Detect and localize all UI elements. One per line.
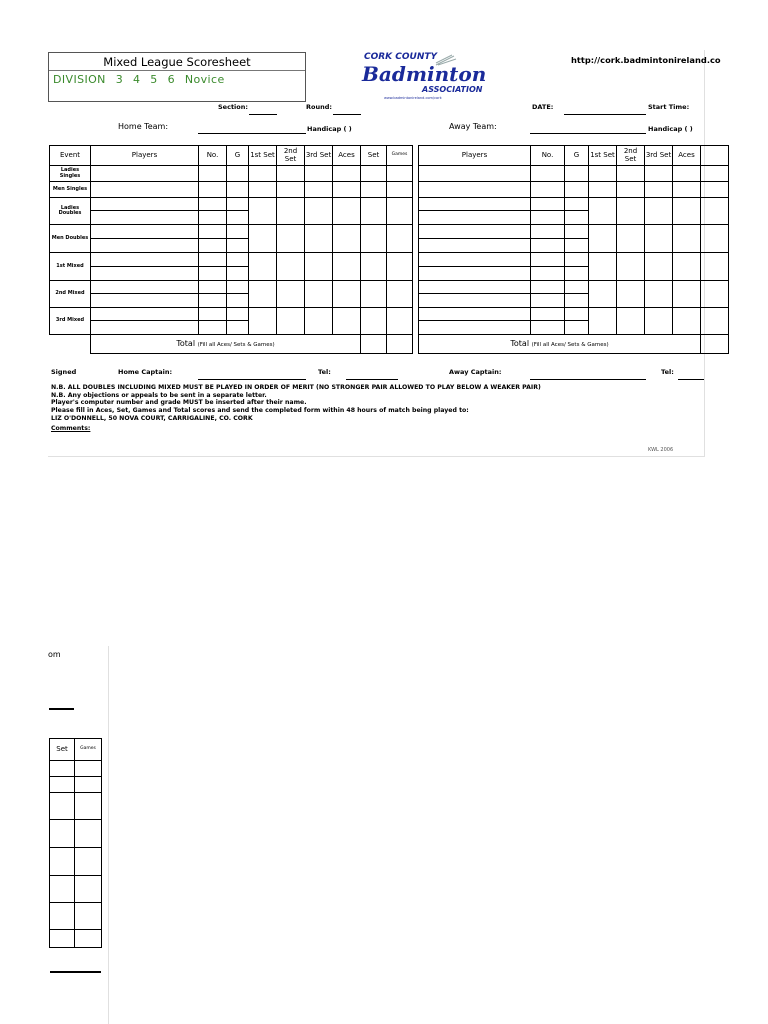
event-label: Men Singles [50,182,91,198]
home-captain-label: Home Captain: [118,368,173,376]
player-cell[interactable] [419,182,531,198]
player-cell[interactable] [91,267,199,281]
player-cell[interactable] [419,281,531,294]
date-label: DATE: [532,103,554,111]
note-line: Player's computer number and grade MUST be inserted after their name. [51,399,307,407]
logo-county: CORK COUNTY [364,52,438,62]
fragment-text: om [48,650,61,659]
comments-label: Comments: [51,424,91,432]
note-line: Please fill in Aces, Set, Games and Total scores and send the completed form within 48 hours of match being played to: [51,407,469,415]
page-fragment [0,646,109,1024]
header-set-2: 2nd Set [617,146,645,166]
away-team-field[interactable] [530,133,646,134]
table-header-row [419,146,729,166]
header-players: Players [419,146,531,166]
away-handicap: Handicap ( ) [648,125,693,133]
table-row [50,308,413,321]
table-row [50,182,413,198]
home-captain-field[interactable] [198,379,306,380]
total-games[interactable] [387,335,413,354]
event-label: Ladies Doubles [50,198,91,225]
away-table-clip [418,145,704,355]
table-row [419,253,729,267]
table-row [50,225,413,239]
player-cell[interactable] [91,294,199,308]
player-cell[interactable] [419,294,531,308]
tel-label-home: Tel: [318,368,331,376]
header-set-1: 1st Set [589,146,617,166]
total-row [419,335,729,354]
player-cell[interactable] [419,267,531,281]
header-set-1: 1st Set [249,146,277,166]
table-row [419,182,729,198]
player-cell[interactable] [419,253,531,267]
note-line: N.B. Any objections or appeals to be sent in a separate letter. [51,391,267,399]
header-number: No. [531,146,565,166]
tel-label-away: Tel: [661,368,674,376]
event-label: Ladies Singles [50,166,91,182]
footer-code: KWL 2006 [648,447,674,453]
header-set-3: 3rd Set [305,146,333,166]
logo-main: Badminton [362,62,487,86]
fragment-underline [49,708,74,710]
logo-association: ASSOCIATION [422,85,483,94]
player-cell[interactable] [419,198,531,211]
event-label: 2nd Mixed [50,281,91,308]
header-grade: G [227,146,249,166]
event-label: 1st Mixed [50,253,91,281]
table-row [50,281,413,294]
table-row [419,198,729,211]
player-cell[interactable] [419,166,531,182]
total-row [50,335,413,354]
note-line: LIZ O'DONNELL, 50 NOVA COURT, CARRIGALINE, CO. CORK [51,414,253,422]
home-score-table [49,145,413,354]
player-cell[interactable] [419,211,531,225]
away-captain-field[interactable] [530,379,646,380]
home-tel-field[interactable] [346,379,398,380]
header-players: Players [91,146,199,166]
event-label: 3rd Mixed [50,308,91,335]
header-set: Set [361,146,387,166]
header-number: No. [199,146,227,166]
player-cell[interactable] [419,225,531,239]
table-row [50,166,413,182]
event-label: Men Doubles [50,225,91,253]
table-row [50,198,413,211]
section-label: Section: [218,103,248,111]
header-games: Games [387,146,413,166]
total-set[interactable] [361,335,387,354]
fragment-signature-line [50,971,101,973]
date-field[interactable] [564,114,646,115]
website-link[interactable]: http://cork.badmintonireland.co [571,55,721,65]
header-set-2: 2nd Set [277,146,305,166]
total-note: (Fill all Aces/ Sets & Games) [197,341,275,348]
sheet-title: Mixed League Scoresheet [103,55,251,69]
round-label: Round: [306,103,332,111]
total-blank [50,335,91,354]
badminton-logo [356,52,496,102]
player-cell[interactable] [91,281,199,294]
logo-url: www.badmintonireland.com/cork [384,96,442,100]
title-box [48,52,306,102]
player-cell[interactable] [91,239,199,253]
table-row [50,253,413,267]
fragment-header-set: Set [50,739,75,761]
player-cell[interactable] [419,239,531,253]
home-team-field[interactable] [198,133,306,134]
table-header-row [50,146,413,166]
fragment-table [49,738,102,948]
header-set-3: 3rd Set [645,146,673,166]
away-captain-label: Away Captain: [449,368,502,376]
total-label: Total [510,338,530,348]
player-cell[interactable] [91,198,199,211]
player-cell[interactable] [419,308,531,321]
header-grade: G [565,146,589,166]
away-score-table [418,145,729,354]
home-handicap: Handicap ( ) [307,125,352,133]
player-cell[interactable] [419,321,531,335]
player-cell[interactable] [91,182,199,198]
player-cell[interactable] [91,253,199,267]
table-row [419,281,729,294]
total-label-cell [419,335,701,354]
player-cell[interactable] [91,225,199,239]
player-cell[interactable] [91,211,199,225]
round-field[interactable] [333,114,361,115]
total-label-cell [91,335,361,354]
player-cell[interactable] [91,321,199,335]
note-line: N.B. ALL DOUBLES INCLUDING MIXED MUST BE PLAYED IN ORDER OF MERIT (NO STRONGER PAIR ALLOWED TO PLAY BELOW A WEAKER PAIR) [51,384,541,391]
total-label: Total [176,338,196,348]
instructions [51,384,541,432]
table-row [419,166,729,182]
table-row [419,225,729,239]
section-field[interactable] [249,114,277,115]
header-aces: Aces [333,146,361,166]
table-row [419,308,729,321]
total-note: (Fill all Aces/ Sets & Games) [531,341,609,348]
header-aces: Aces [673,146,701,166]
total-aces[interactable] [701,335,729,354]
division-line: DIVISION 3 4 5 6 Novice [53,73,225,86]
player-cell[interactable] [91,308,199,321]
fragment-header-games: Games [75,739,102,761]
header-event: Event [50,146,91,166]
away-tel-field[interactable] [678,379,704,380]
start-time-label: Start Time: [648,103,690,111]
player-cell[interactable] [91,166,199,182]
signed-label: Signed [51,368,77,376]
title-divider [49,70,305,71]
away-team-label: Away Team: [449,122,497,131]
home-team-label: Home Team: [118,122,169,131]
